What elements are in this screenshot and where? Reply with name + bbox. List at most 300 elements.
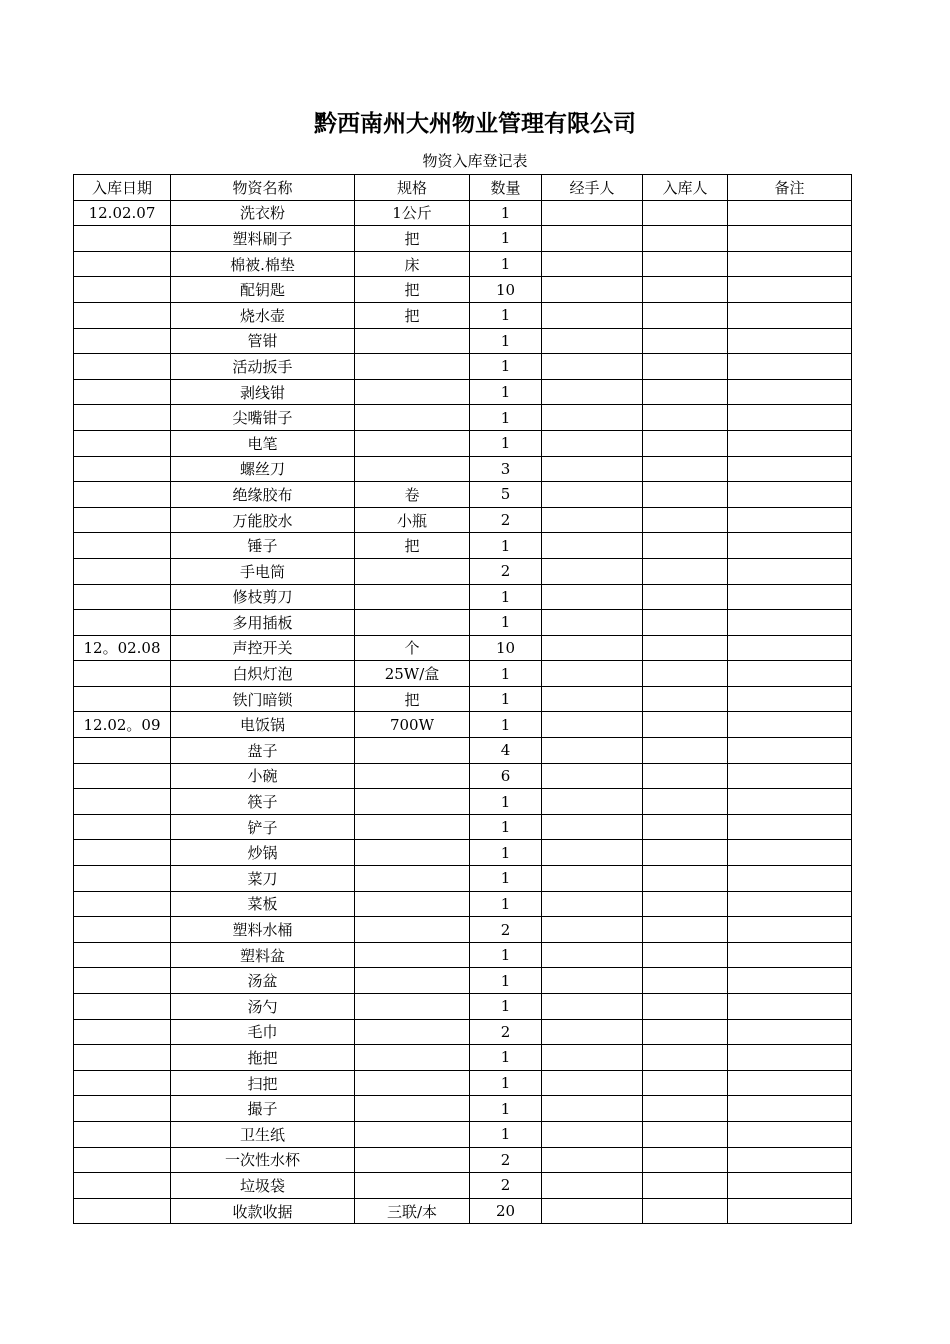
- cell-item-name: 塑料水桶: [171, 917, 355, 943]
- cell-receiver: [643, 738, 728, 764]
- table-header-row: [74, 175, 852, 201]
- cell-date: 12.02.07: [74, 200, 171, 226]
- cell-quantity: 1: [470, 891, 542, 917]
- cell-remarks: [728, 866, 852, 892]
- cell-date: 12。02.08: [74, 635, 171, 661]
- cell-spec: [355, 942, 470, 968]
- cell-quantity: 1: [470, 584, 542, 610]
- cell-date: [74, 1045, 171, 1071]
- table-row: [74, 763, 852, 789]
- cell-receiver: [643, 277, 728, 303]
- cell-spec: [355, 840, 470, 866]
- cell-quantity: 1: [470, 789, 542, 815]
- cell-receiver: [643, 891, 728, 917]
- cell-quantity: 1: [470, 533, 542, 559]
- table-row: [74, 251, 852, 277]
- cell-item-name: 菜刀: [171, 866, 355, 892]
- cell-spec: [355, 405, 470, 431]
- cell-date: [74, 1121, 171, 1147]
- cell-item-name: 棉被.棉垫: [171, 251, 355, 277]
- cell-handler: [542, 354, 643, 380]
- cell-handler: [542, 789, 643, 815]
- cell-spec: [355, 456, 470, 482]
- cell-item-name: 烧水壶: [171, 302, 355, 328]
- cell-item-name: 白炽灯泡: [171, 661, 355, 687]
- cell-item-name: 配钥匙: [171, 277, 355, 303]
- table-row: [74, 661, 852, 687]
- cell-spec: 个: [355, 635, 470, 661]
- cell-handler: [542, 558, 643, 584]
- cell-date: [74, 891, 171, 917]
- cell-handler: [542, 840, 643, 866]
- cell-quantity: 1: [470, 354, 542, 380]
- cell-item-name: 电笔: [171, 430, 355, 456]
- cell-date: 12.02。09: [74, 712, 171, 738]
- cell-date: [74, 1198, 171, 1224]
- cell-quantity: 1: [470, 1096, 542, 1122]
- cell-handler: [542, 533, 643, 559]
- header-item-name: 物资名称: [171, 175, 355, 201]
- table-row: [74, 1070, 852, 1096]
- table-row: [74, 917, 852, 943]
- cell-receiver: [643, 1096, 728, 1122]
- cell-quantity: 2: [470, 917, 542, 943]
- cell-remarks: [728, 840, 852, 866]
- cell-spec: [355, 789, 470, 815]
- cell-item-name: 塑料盆: [171, 942, 355, 968]
- cell-remarks: [728, 226, 852, 252]
- cell-quantity: 1: [470, 661, 542, 687]
- cell-receiver: [643, 1070, 728, 1096]
- cell-item-name: 小碗: [171, 763, 355, 789]
- cell-item-name: 万能胶水: [171, 507, 355, 533]
- table-row: [74, 277, 852, 303]
- cell-spec: [355, 610, 470, 636]
- cell-item-name: 锤子: [171, 533, 355, 559]
- cell-date: [74, 354, 171, 380]
- cell-quantity: 1: [470, 686, 542, 712]
- table-row: [74, 430, 852, 456]
- cell-spec: [355, 891, 470, 917]
- cell-spec: [355, 1045, 470, 1071]
- cell-remarks: [728, 712, 852, 738]
- table-row: [74, 891, 852, 917]
- cell-handler: [542, 1045, 643, 1071]
- cell-handler: [542, 738, 643, 764]
- cell-receiver: [643, 302, 728, 328]
- table-row: [74, 1019, 852, 1045]
- cell-handler: [542, 1173, 643, 1199]
- cell-date: [74, 1173, 171, 1199]
- cell-quantity: 1: [470, 840, 542, 866]
- table-row: [74, 405, 852, 431]
- cell-date: [74, 866, 171, 892]
- cell-remarks: [728, 558, 852, 584]
- cell-handler: [542, 302, 643, 328]
- cell-item-name: 塑料刷子: [171, 226, 355, 252]
- cell-quantity: 1: [470, 942, 542, 968]
- cell-handler: [542, 1096, 643, 1122]
- header-receiver: 入库人: [643, 175, 728, 201]
- cell-date: [74, 584, 171, 610]
- cell-date: [74, 405, 171, 431]
- table-row: [74, 610, 852, 636]
- cell-spec: 把: [355, 533, 470, 559]
- cell-spec: [355, 917, 470, 943]
- table-row: [74, 507, 852, 533]
- cell-quantity: 1: [470, 968, 542, 994]
- cell-receiver: [643, 354, 728, 380]
- cell-handler: [542, 712, 643, 738]
- cell-date: [74, 968, 171, 994]
- cell-item-name: 绝缘胶布: [171, 482, 355, 508]
- cell-remarks: [728, 738, 852, 764]
- cell-handler: [542, 610, 643, 636]
- cell-handler: [542, 200, 643, 226]
- cell-remarks: [728, 1198, 852, 1224]
- cell-remarks: [728, 763, 852, 789]
- cell-date: [74, 1096, 171, 1122]
- cell-quantity: 1: [470, 1045, 542, 1071]
- cell-remarks: [728, 1173, 852, 1199]
- cell-remarks: [728, 251, 852, 277]
- cell-spec: 小瓶: [355, 507, 470, 533]
- cell-receiver: [643, 482, 728, 508]
- cell-handler: [542, 1019, 643, 1045]
- cell-date: [74, 430, 171, 456]
- cell-handler: [542, 814, 643, 840]
- cell-quantity: 1: [470, 1121, 542, 1147]
- table-row: [74, 302, 852, 328]
- document-title: 黔西南州大州物业管理有限公司: [314, 111, 636, 137]
- cell-handler: [542, 584, 643, 610]
- cell-remarks: [728, 994, 852, 1020]
- cell-handler: [542, 226, 643, 252]
- cell-item-name: 筷子: [171, 789, 355, 815]
- cell-quantity: 10: [470, 635, 542, 661]
- cell-spec: 把: [355, 686, 470, 712]
- cell-handler: [542, 942, 643, 968]
- cell-remarks: [728, 277, 852, 303]
- cell-quantity: 10: [470, 277, 542, 303]
- cell-item-name: 垃圾袋: [171, 1173, 355, 1199]
- cell-remarks: [728, 1147, 852, 1173]
- cell-item-name: 声控开关: [171, 635, 355, 661]
- cell-remarks: [728, 1121, 852, 1147]
- cell-remarks: [728, 200, 852, 226]
- table-row: [74, 738, 852, 764]
- cell-quantity: 1: [470, 379, 542, 405]
- cell-item-name: 螺丝刀: [171, 456, 355, 482]
- cell-receiver: [643, 1019, 728, 1045]
- cell-quantity: 20: [470, 1198, 542, 1224]
- cell-item-name: 铁门暗锁: [171, 686, 355, 712]
- cell-item-name: 拖把: [171, 1045, 355, 1071]
- cell-spec: 25W/盒: [355, 661, 470, 687]
- cell-receiver: [643, 1121, 728, 1147]
- table-row: [74, 226, 852, 252]
- cell-date: [74, 558, 171, 584]
- cell-receiver: [643, 558, 728, 584]
- cell-receiver: [643, 942, 728, 968]
- cell-item-name: 手电筒: [171, 558, 355, 584]
- cell-quantity: 1: [470, 302, 542, 328]
- table-row: [74, 686, 852, 712]
- table-row: [74, 482, 852, 508]
- cell-quantity: 4: [470, 738, 542, 764]
- cell-quantity: 1: [470, 814, 542, 840]
- cell-date: [74, 533, 171, 559]
- cell-receiver: [643, 584, 728, 610]
- header-quantity: 数量: [470, 175, 542, 201]
- cell-receiver: [643, 1173, 728, 1199]
- cell-quantity: 1: [470, 610, 542, 636]
- cell-item-name: 多用插板: [171, 610, 355, 636]
- cell-remarks: [728, 456, 852, 482]
- cell-spec: 卷: [355, 482, 470, 508]
- table-row: [74, 533, 852, 559]
- cell-receiver: [643, 430, 728, 456]
- table-row: [74, 1045, 852, 1071]
- cell-receiver: [643, 507, 728, 533]
- cell-date: [74, 1147, 171, 1173]
- cell-handler: [542, 994, 643, 1020]
- cell-date: [74, 994, 171, 1020]
- cell-receiver: [643, 917, 728, 943]
- cell-date: [74, 917, 171, 943]
- cell-remarks: [728, 533, 852, 559]
- cell-date: [74, 789, 171, 815]
- cell-quantity: 1: [470, 430, 542, 456]
- cell-quantity: 2: [470, 558, 542, 584]
- cell-spec: [355, 1096, 470, 1122]
- cell-date: [74, 942, 171, 968]
- cell-handler: [542, 1147, 643, 1173]
- cell-receiver: [643, 610, 728, 636]
- cell-quantity: 2: [470, 507, 542, 533]
- cell-date: [74, 1019, 171, 1045]
- cell-spec: [355, 866, 470, 892]
- cell-remarks: [728, 328, 852, 354]
- cell-date: [74, 686, 171, 712]
- cell-date: [74, 277, 171, 303]
- cell-item-name: 汤盆: [171, 968, 355, 994]
- cell-handler: [542, 661, 643, 687]
- cell-item-name: 收款收据: [171, 1198, 355, 1224]
- cell-date: [74, 482, 171, 508]
- cell-quantity: 1: [470, 251, 542, 277]
- cell-receiver: [643, 866, 728, 892]
- cell-spec: [355, 738, 470, 764]
- table-row: [74, 840, 852, 866]
- cell-spec: 把: [355, 302, 470, 328]
- table-row: [74, 328, 852, 354]
- cell-handler: [542, 379, 643, 405]
- cell-spec: 700W: [355, 712, 470, 738]
- cell-spec: [355, 763, 470, 789]
- table-row: [74, 200, 852, 226]
- cell-handler: [542, 968, 643, 994]
- cell-handler: [542, 405, 643, 431]
- cell-quantity: 3: [470, 456, 542, 482]
- cell-item-name: 修枝剪刀: [171, 584, 355, 610]
- cell-receiver: [643, 814, 728, 840]
- cell-item-name: 剥线钳: [171, 379, 355, 405]
- cell-remarks: [728, 789, 852, 815]
- table-row: [74, 942, 852, 968]
- cell-quantity: 1: [470, 226, 542, 252]
- cell-receiver: [643, 840, 728, 866]
- table-row: [74, 712, 852, 738]
- cell-spec: [355, 994, 470, 1020]
- cell-remarks: [728, 482, 852, 508]
- cell-spec: 把: [355, 277, 470, 303]
- cell-quantity: 1: [470, 994, 542, 1020]
- cell-item-name: 洗衣粉: [171, 200, 355, 226]
- cell-remarks: [728, 661, 852, 687]
- cell-spec: [355, 354, 470, 380]
- cell-handler: [542, 328, 643, 354]
- cell-handler: [542, 891, 643, 917]
- cell-quantity: 2: [470, 1173, 542, 1199]
- table-row: [74, 1096, 852, 1122]
- cell-quantity: 1: [470, 328, 542, 354]
- header-date: 入库日期: [74, 175, 171, 201]
- table-row: [74, 814, 852, 840]
- cell-handler: [542, 1121, 643, 1147]
- cell-item-name: 铲子: [171, 814, 355, 840]
- cell-receiver: [643, 661, 728, 687]
- cell-date: [74, 661, 171, 687]
- cell-handler: [542, 917, 643, 943]
- table-row: [74, 1198, 852, 1224]
- cell-item-name: 活动扳手: [171, 354, 355, 380]
- cell-handler: [542, 430, 643, 456]
- cell-item-name: 炒锅: [171, 840, 355, 866]
- cell-receiver: [643, 200, 728, 226]
- header-handler: 经手人: [542, 175, 643, 201]
- cell-spec: 三联/本: [355, 1198, 470, 1224]
- cell-spec: [355, 814, 470, 840]
- cell-date: [74, 738, 171, 764]
- cell-receiver: [643, 789, 728, 815]
- cell-spec: 床: [355, 251, 470, 277]
- cell-remarks: [728, 1070, 852, 1096]
- cell-handler: [542, 482, 643, 508]
- cell-receiver: [643, 533, 728, 559]
- cell-receiver: [643, 1147, 728, 1173]
- cell-receiver: [643, 1198, 728, 1224]
- cell-spec: [355, 968, 470, 994]
- cell-date: [74, 456, 171, 482]
- cell-receiver: [643, 712, 728, 738]
- cell-date: [74, 226, 171, 252]
- cell-handler: [542, 1070, 643, 1096]
- cell-spec: [355, 558, 470, 584]
- cell-receiver: [643, 226, 728, 252]
- cell-quantity: 1: [470, 866, 542, 892]
- cell-handler: [542, 635, 643, 661]
- cell-quantity: 1: [470, 405, 542, 431]
- table-row: [74, 456, 852, 482]
- inbound-register-table: [73, 174, 852, 1224]
- cell-receiver: [643, 456, 728, 482]
- cell-receiver: [643, 251, 728, 277]
- cell-receiver: [643, 763, 728, 789]
- cell-remarks: [728, 917, 852, 943]
- table-row: [74, 558, 852, 584]
- cell-spec: [355, 1147, 470, 1173]
- cell-handler: [542, 763, 643, 789]
- cell-item-name: 汤勺: [171, 994, 355, 1020]
- table-row: [74, 1147, 852, 1173]
- cell-item-name: 一次性水杯: [171, 1147, 355, 1173]
- cell-date: [74, 610, 171, 636]
- document-subtitle: 物资入库登记表: [422, 152, 528, 170]
- cell-date: [74, 507, 171, 533]
- cell-spec: [355, 379, 470, 405]
- cell-date: [74, 302, 171, 328]
- table-body: [74, 200, 852, 1224]
- table-row: [74, 866, 852, 892]
- cell-handler: [542, 1198, 643, 1224]
- cell-handler: [542, 251, 643, 277]
- cell-item-name: 尖嘴钳子: [171, 405, 355, 431]
- cell-date: [74, 328, 171, 354]
- cell-item-name: 菜板: [171, 891, 355, 917]
- cell-receiver: [643, 968, 728, 994]
- table-row: [74, 1121, 852, 1147]
- cell-receiver: [643, 405, 728, 431]
- cell-item-name: 扫把: [171, 1070, 355, 1096]
- cell-quantity: 1: [470, 1070, 542, 1096]
- cell-quantity: 5: [470, 482, 542, 508]
- cell-receiver: [643, 379, 728, 405]
- cell-receiver: [643, 1045, 728, 1071]
- table-row: [74, 968, 852, 994]
- cell-quantity: 6: [470, 763, 542, 789]
- table-row: [74, 584, 852, 610]
- table-row: [74, 354, 852, 380]
- cell-spec: [355, 328, 470, 354]
- cell-remarks: [728, 302, 852, 328]
- cell-date: [74, 251, 171, 277]
- cell-remarks: [728, 635, 852, 661]
- cell-remarks: [728, 1096, 852, 1122]
- header-spec: 规格: [355, 175, 470, 201]
- cell-date: [74, 763, 171, 789]
- cell-spec: [355, 430, 470, 456]
- cell-remarks: [728, 379, 852, 405]
- table-row: [74, 1173, 852, 1199]
- cell-remarks: [728, 814, 852, 840]
- cell-quantity: 2: [470, 1019, 542, 1045]
- cell-item-name: 卫生纸: [171, 1121, 355, 1147]
- cell-remarks: [728, 405, 852, 431]
- cell-receiver: [643, 635, 728, 661]
- table-row: [74, 635, 852, 661]
- cell-remarks: [728, 1045, 852, 1071]
- cell-remarks: [728, 968, 852, 994]
- cell-quantity: 1: [470, 200, 542, 226]
- cell-spec: [355, 1173, 470, 1199]
- table-row: [74, 789, 852, 815]
- cell-spec: [355, 1070, 470, 1096]
- cell-remarks: [728, 354, 852, 380]
- cell-item-name: 毛巾: [171, 1019, 355, 1045]
- cell-remarks: [728, 942, 852, 968]
- cell-spec: 1公斤: [355, 200, 470, 226]
